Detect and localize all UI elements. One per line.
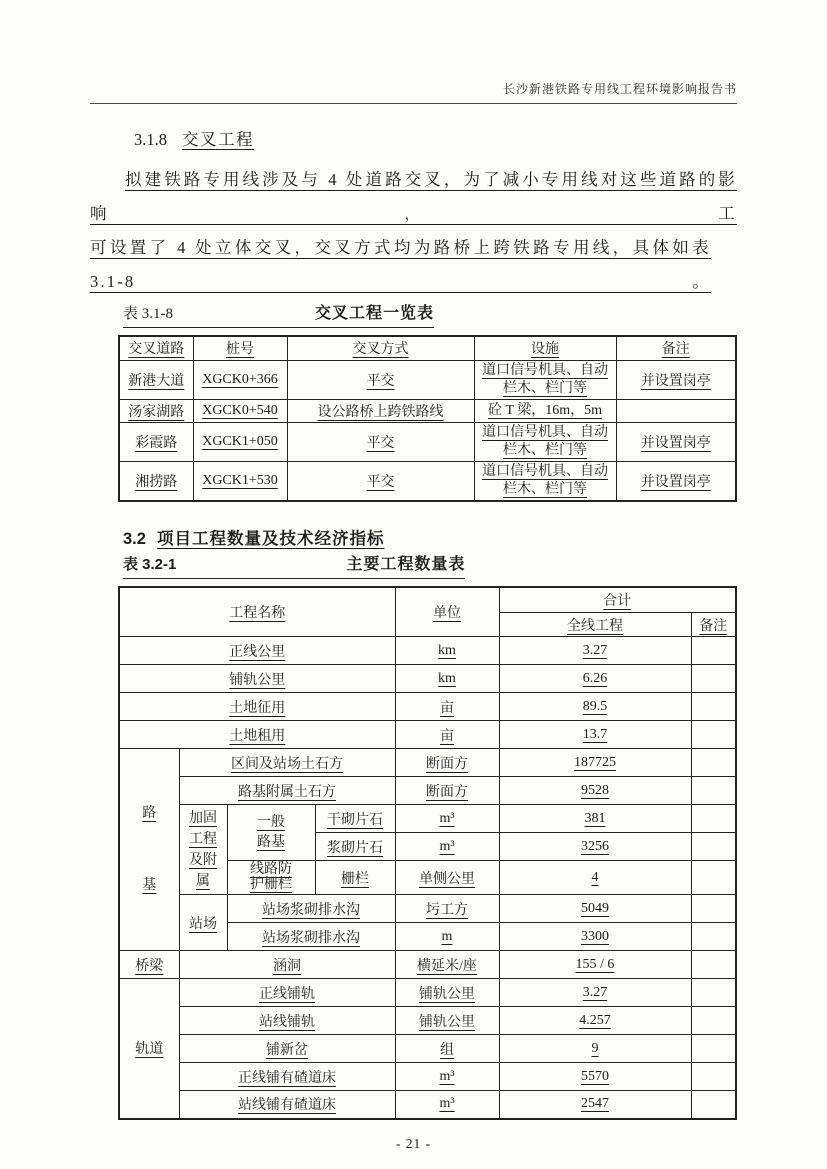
group-label-reinforce [179, 805, 227, 895]
cell-name: 区间及站场土石方 [179, 749, 395, 777]
cell-unit: km [395, 665, 499, 693]
header-cell-unit: 单位 [395, 587, 499, 637]
caption-title: 交叉工程一览表 [315, 305, 435, 322]
cell-name: 涵洞 [179, 951, 395, 979]
table-row [119, 749, 736, 777]
cell-unit: km [395, 637, 499, 665]
cell-value: 3300 [499, 923, 691, 951]
cell-value: 89.5 [499, 693, 691, 721]
paragraph-line: 可设置了 4 处立体交叉，交叉方式均为路桥上跨铁路专用线，具体如表 3.1-8。 [90, 238, 711, 291]
group-label-station [179, 895, 227, 951]
cell-name: 站线铺有碴道床 [179, 1091, 395, 1119]
cell-name: 干砌片石 [315, 805, 395, 833]
group-label-fence [227, 861, 315, 895]
table-row [119, 951, 736, 979]
header-cell-note: 备注 [616, 336, 736, 360]
cell-name: 站场浆砌排水沟 [227, 895, 395, 923]
cell-unit: m³ [395, 833, 499, 861]
cell-mode: 平交 [287, 461, 474, 501]
caption-title: 主要工程数量表 [346, 555, 466, 573]
cell-road: 汤家湖路 [119, 399, 193, 422]
page-header [90, 82, 737, 104]
note-cell-empty [691, 1035, 736, 1063]
cell-unit: 断面方 [395, 749, 499, 777]
table-header-row [119, 587, 736, 613]
note-cell-empty [691, 693, 736, 721]
cell-name: 路基附属土石方 [179, 777, 395, 805]
cell-name: 栅栏 [315, 861, 395, 895]
cell-unit: 组 [395, 1035, 499, 1063]
note-cell-empty [691, 1007, 736, 1035]
section-number: 3.2 [123, 529, 146, 548]
group-label-text: 加固工程及附属 [189, 810, 217, 889]
cell-name: 正线铺轨 [179, 979, 395, 1007]
group-label-track [119, 979, 179, 1119]
table-row [119, 777, 736, 805]
table-row [119, 422, 736, 461]
note-cell-empty [691, 749, 736, 777]
cell-road: 湘捞路 [119, 461, 193, 501]
cell-name: 铺轨公里 [119, 665, 395, 693]
cell-note: 并设置岗亭 [616, 422, 736, 461]
note-cell-empty [691, 805, 736, 833]
cell-name: 土地征用 [119, 693, 395, 721]
table-header-row [119, 336, 736, 360]
cell-unit: 横延米/座 [395, 951, 499, 979]
cell-unit: 圬工方 [395, 895, 499, 923]
table-row [119, 1063, 736, 1091]
table-caption-3-2-1 [123, 555, 737, 579]
cell-name: 土地租用 [119, 721, 395, 749]
cell-stake: XGCK1+050 [193, 422, 287, 461]
section-title: 项目工程数量及技术经济指标 [156, 529, 385, 548]
header-cell-name: 工程名称 [119, 587, 395, 637]
intro-paragraph [90, 163, 737, 299]
caption-label: 表 3.1-8 [123, 306, 173, 322]
cell-stake: XGCK0+366 [193, 360, 287, 399]
table-row [119, 461, 736, 501]
note-cell-empty [691, 665, 736, 693]
group-label-bridge [119, 951, 179, 979]
note-cell-empty [691, 861, 736, 895]
cell-value: 3.27 [499, 979, 691, 1007]
cell-road: 彩霞路 [119, 422, 193, 461]
table-row [119, 979, 736, 1007]
cell-unit: m³ [395, 1063, 499, 1091]
note-cell-empty [691, 923, 736, 951]
table-row [119, 895, 736, 923]
cell-value: 3256 [499, 833, 691, 861]
table-row [119, 1007, 736, 1035]
note-cell-empty [691, 833, 736, 861]
group-label-text: 线路防护栅栏 [250, 862, 292, 892]
group-label-text: 一般路基 [257, 814, 285, 850]
table-row [119, 1091, 736, 1119]
header-cell-mode: 交叉方式 [287, 336, 474, 360]
cell-unit: 亩 [395, 721, 499, 749]
section-title: 交叉工程 [182, 130, 254, 149]
cell-value: 381 [499, 805, 691, 833]
note-cell-empty [691, 1091, 736, 1119]
cell-name: 铺新岔 [179, 1035, 395, 1063]
cell-name: 站场浆砌排水沟 [227, 923, 395, 951]
cell-value: 2547 [499, 1091, 691, 1119]
section-heading-3-1-8 [134, 129, 737, 150]
table-row [119, 805, 736, 833]
table-caption-3-1-8 [123, 304, 737, 328]
table-row [119, 360, 736, 399]
header-cell-stake: 桩号 [193, 336, 287, 360]
table-row [119, 693, 736, 721]
table-row [119, 399, 736, 422]
cell-facility: 道口信号机具、自动栏木、栏门等 [474, 422, 616, 461]
main-quantities-table [118, 586, 737, 1120]
cell-facility: 道口信号机具、自动栏木、栏门等 [474, 360, 616, 399]
cell-value: 4.257 [499, 1007, 691, 1035]
cell-value: 187725 [499, 749, 691, 777]
cell-value: 155 / 6 [499, 951, 691, 979]
group-label-roadbed [119, 749, 179, 951]
note-cell-empty [691, 721, 736, 749]
cell-name: 浆砌片石 [315, 833, 395, 861]
cell-unit: 单侧公里 [395, 861, 499, 895]
note-cell-empty [691, 895, 736, 923]
cell-note: 并设置岗亭 [616, 360, 736, 399]
header-cell-note: 备注 [691, 613, 736, 637]
section-heading-3-2 [123, 529, 737, 550]
note-cell-empty [691, 777, 736, 805]
cell-stake: XGCK0+540 [193, 399, 287, 422]
note-cell-empty [691, 1063, 736, 1091]
cell-mode: 设公路桥上跨铁路线 [287, 399, 474, 422]
caption-underline [123, 555, 465, 579]
header-cell-facility: 设施 [474, 336, 616, 360]
cell-unit: 亩 [395, 693, 499, 721]
note-cell-empty [691, 951, 736, 979]
caption-underline [123, 304, 434, 328]
cell-unit: m³ [395, 1091, 499, 1119]
page-footer [90, 1136, 737, 1152]
group-label-text: 轨道 [135, 1042, 164, 1058]
page-number: - 21 - [395, 1135, 432, 1151]
note-cell-empty [691, 637, 736, 665]
cell-value: 13.7 [499, 721, 691, 749]
cell-value: 4 [499, 861, 691, 895]
note-cell-empty [691, 979, 736, 1007]
cell-mode: 平交 [287, 422, 474, 461]
crossing-works-table [118, 335, 737, 502]
group-label-text: 路基 [142, 805, 157, 893]
caption-label: 表 3.2-1 [123, 555, 177, 573]
cell-value: 5049 [499, 895, 691, 923]
cell-unit: 铺轨公里 [395, 979, 499, 1007]
cell-facility: 道口信号机具、自动栏木、栏门等 [474, 461, 616, 501]
cell-value: 5570 [499, 1063, 691, 1091]
cell-unit: m³ [395, 805, 499, 833]
table-row [119, 721, 736, 749]
section-number: 3.1.8 [134, 130, 167, 149]
cell-facility: 砼 T 梁，16m，5m [474, 399, 616, 422]
cell-name: 站线铺轨 [179, 1007, 395, 1035]
cell-stake: XGCK1+530 [193, 461, 287, 501]
cell-road: 新港大道 [119, 360, 193, 399]
cell-unit: 断面方 [395, 777, 499, 805]
header-cell-total: 合计 [499, 587, 736, 613]
cell-name: 正线铺有碴道床 [179, 1063, 395, 1091]
page-header-title: 长沙新港铁路专用线工程环境影响报告书 [502, 82, 737, 96]
paragraph-line: 拟建铁路专用线涉及与 4 处道路交叉，为了减小专用线对这些道路的影响，工 [90, 170, 737, 223]
cell-value: 6.26 [499, 665, 691, 693]
header-cell-road: 交叉道路 [119, 336, 193, 360]
group-label-text: 站场 [189, 916, 217, 932]
cell-note: 并设置岗亭 [616, 461, 736, 501]
cell-name: 正线公里 [119, 637, 395, 665]
cell-unit: m [395, 923, 499, 951]
cell-value: 9 [499, 1035, 691, 1063]
header-cell-full-line: 全线工程 [499, 613, 691, 637]
cell-mode: 平交 [287, 360, 474, 399]
group-label-text: 桥梁 [135, 958, 164, 974]
cell-value: 9528 [499, 777, 691, 805]
table-row [119, 637, 736, 665]
group-label-general-roadbed [227, 805, 315, 861]
cell-value: 3.27 [499, 637, 691, 665]
table-row [119, 665, 736, 693]
cell-unit: 铺轨公里 [395, 1007, 499, 1035]
cell-note [616, 399, 736, 422]
table-row [119, 1035, 736, 1063]
